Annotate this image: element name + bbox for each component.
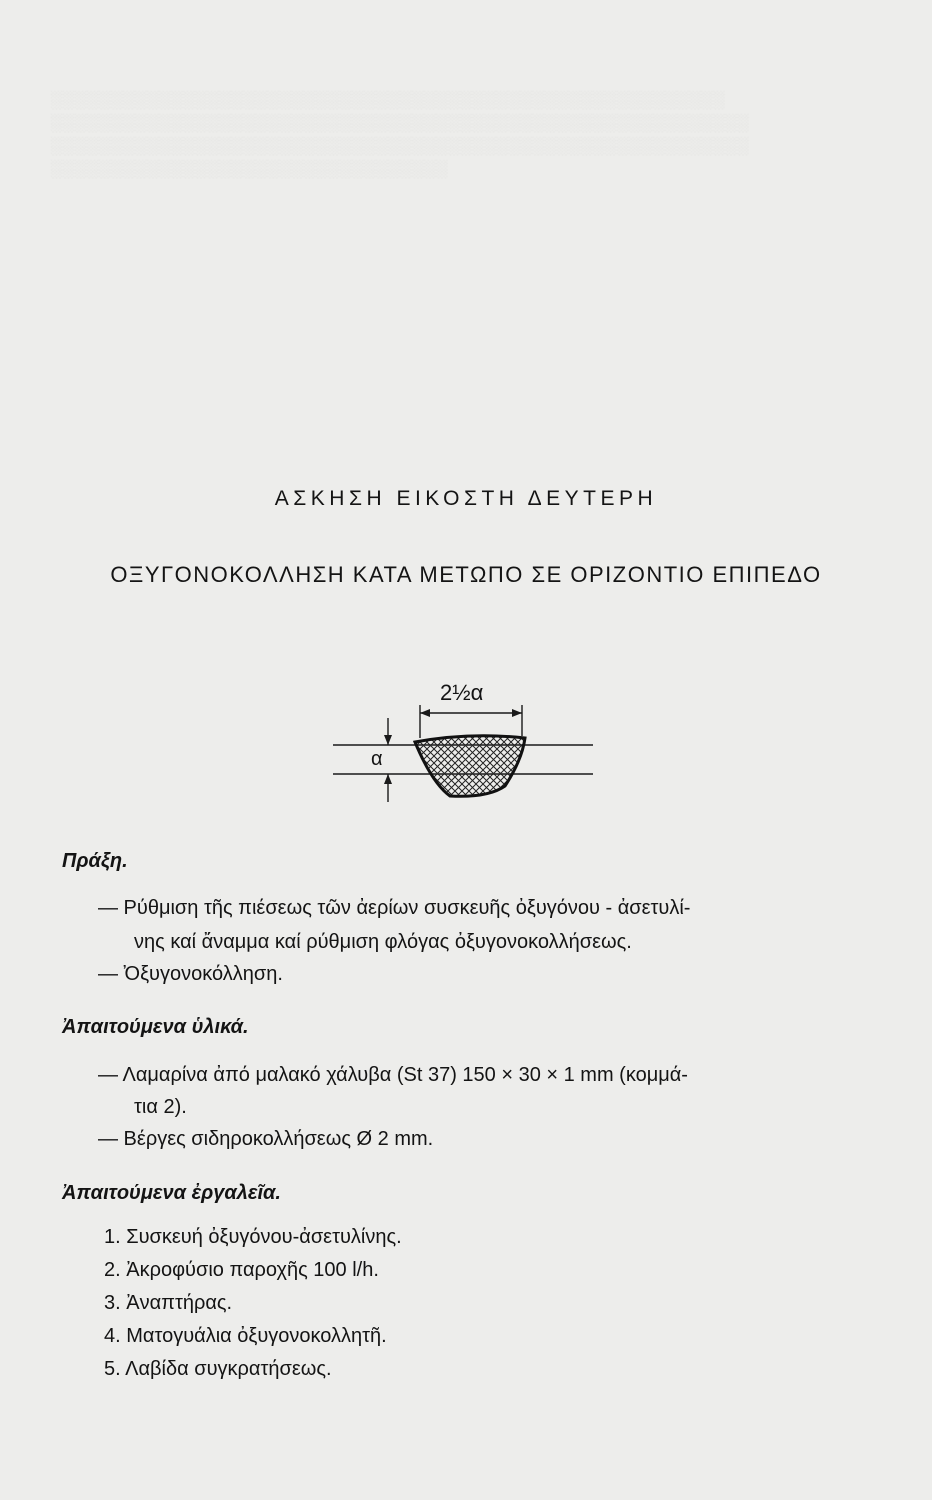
top-dimension-line [420, 705, 522, 738]
praxi-heading: Πράξη. [62, 850, 128, 872]
materials-line-1: — Λαμαρίνα ἀπό μαλακό χάλυβα (St 37) 150 × 30 × 1 mm (κομμά- [98, 1064, 688, 1086]
tools-heading: Ἀπαιτούμενα ἐργαλεῖα. [62, 1182, 281, 1204]
materials-line-2: τια 2). [134, 1096, 187, 1118]
tool-item: 2. Ἀκροφύσιο παροχῆς 100 l/h. [104, 1259, 379, 1281]
tool-item: 4. Ματογυάλια ὀξυγονοκολλητῆ. [104, 1325, 387, 1347]
tool-item: 1. Συσκευή ὀξυγόνου-ἀσετυλίνης. [104, 1226, 402, 1248]
tool-item: 5. Λαβίδα συγκρατήσεως. [104, 1358, 332, 1380]
praxi-line-2: νης καί ἄναμμα καί ρύθμιση φλόγας ὀξυγονοκολλήσεως. [134, 931, 632, 953]
tool-item: 3. Ἀναπτήρας. [104, 1292, 233, 1314]
materials-line-3: — Βέργες σιδηροκολλήσεως Ø 2 mm. [98, 1128, 434, 1150]
materials-heading: Ἀπαιτούμενα ὑλικά. [62, 1016, 249, 1038]
top-dimension-label: 2½α [440, 680, 484, 705]
praxi-line-3: — Ὀξυγονοκόλληση. [98, 963, 283, 985]
side-dimension-label: α [371, 748, 383, 770]
show-through-texture: ░░░░░░░░░░░░░░░░░░░░░░░░░░░░░░░░░░░░░░░░░░░░░░░░░░░░░░░░ ░░░░░░░░░░░░░░░░░░░░░░░░░░░░░░░░░░░░░░░░░░░░░░░░░░░░░░░░░░ ░░░░░░░░░░░░░░░░░░░░░░░░░░░░░░░░░░░░░░░░░░░░░░░░░░░░░░░░░░ ░░░░░░░░░░░░░░░░░░░░░░░░░░░░░░░░░ [50, 90, 749, 178]
praxi-line-1: — Ρύθμιση τῆς πιέσεως τῶν ἀερίων συσκευῆς ὀξυγόνου - ἀσετυλί- [98, 897, 691, 919]
exercise-subtitle: ΟΞΥΓΟΝΟΚΟΛΛΗΣΗ ΚΑΤΑ ΜΕΤΩΠΟ ΣΕ ΟΡΙΖΟΝΤΙΟ ΕΠΙΠΕΔΟ [110, 562, 822, 587]
weld-bead [415, 736, 525, 797]
side-dimension-line [384, 718, 392, 802]
exercise-title: ΑΣΚΗΣΗ ΕΙΚΟΣΤΗ ΔΕΥΤΕΡΗ [274, 487, 658, 510]
